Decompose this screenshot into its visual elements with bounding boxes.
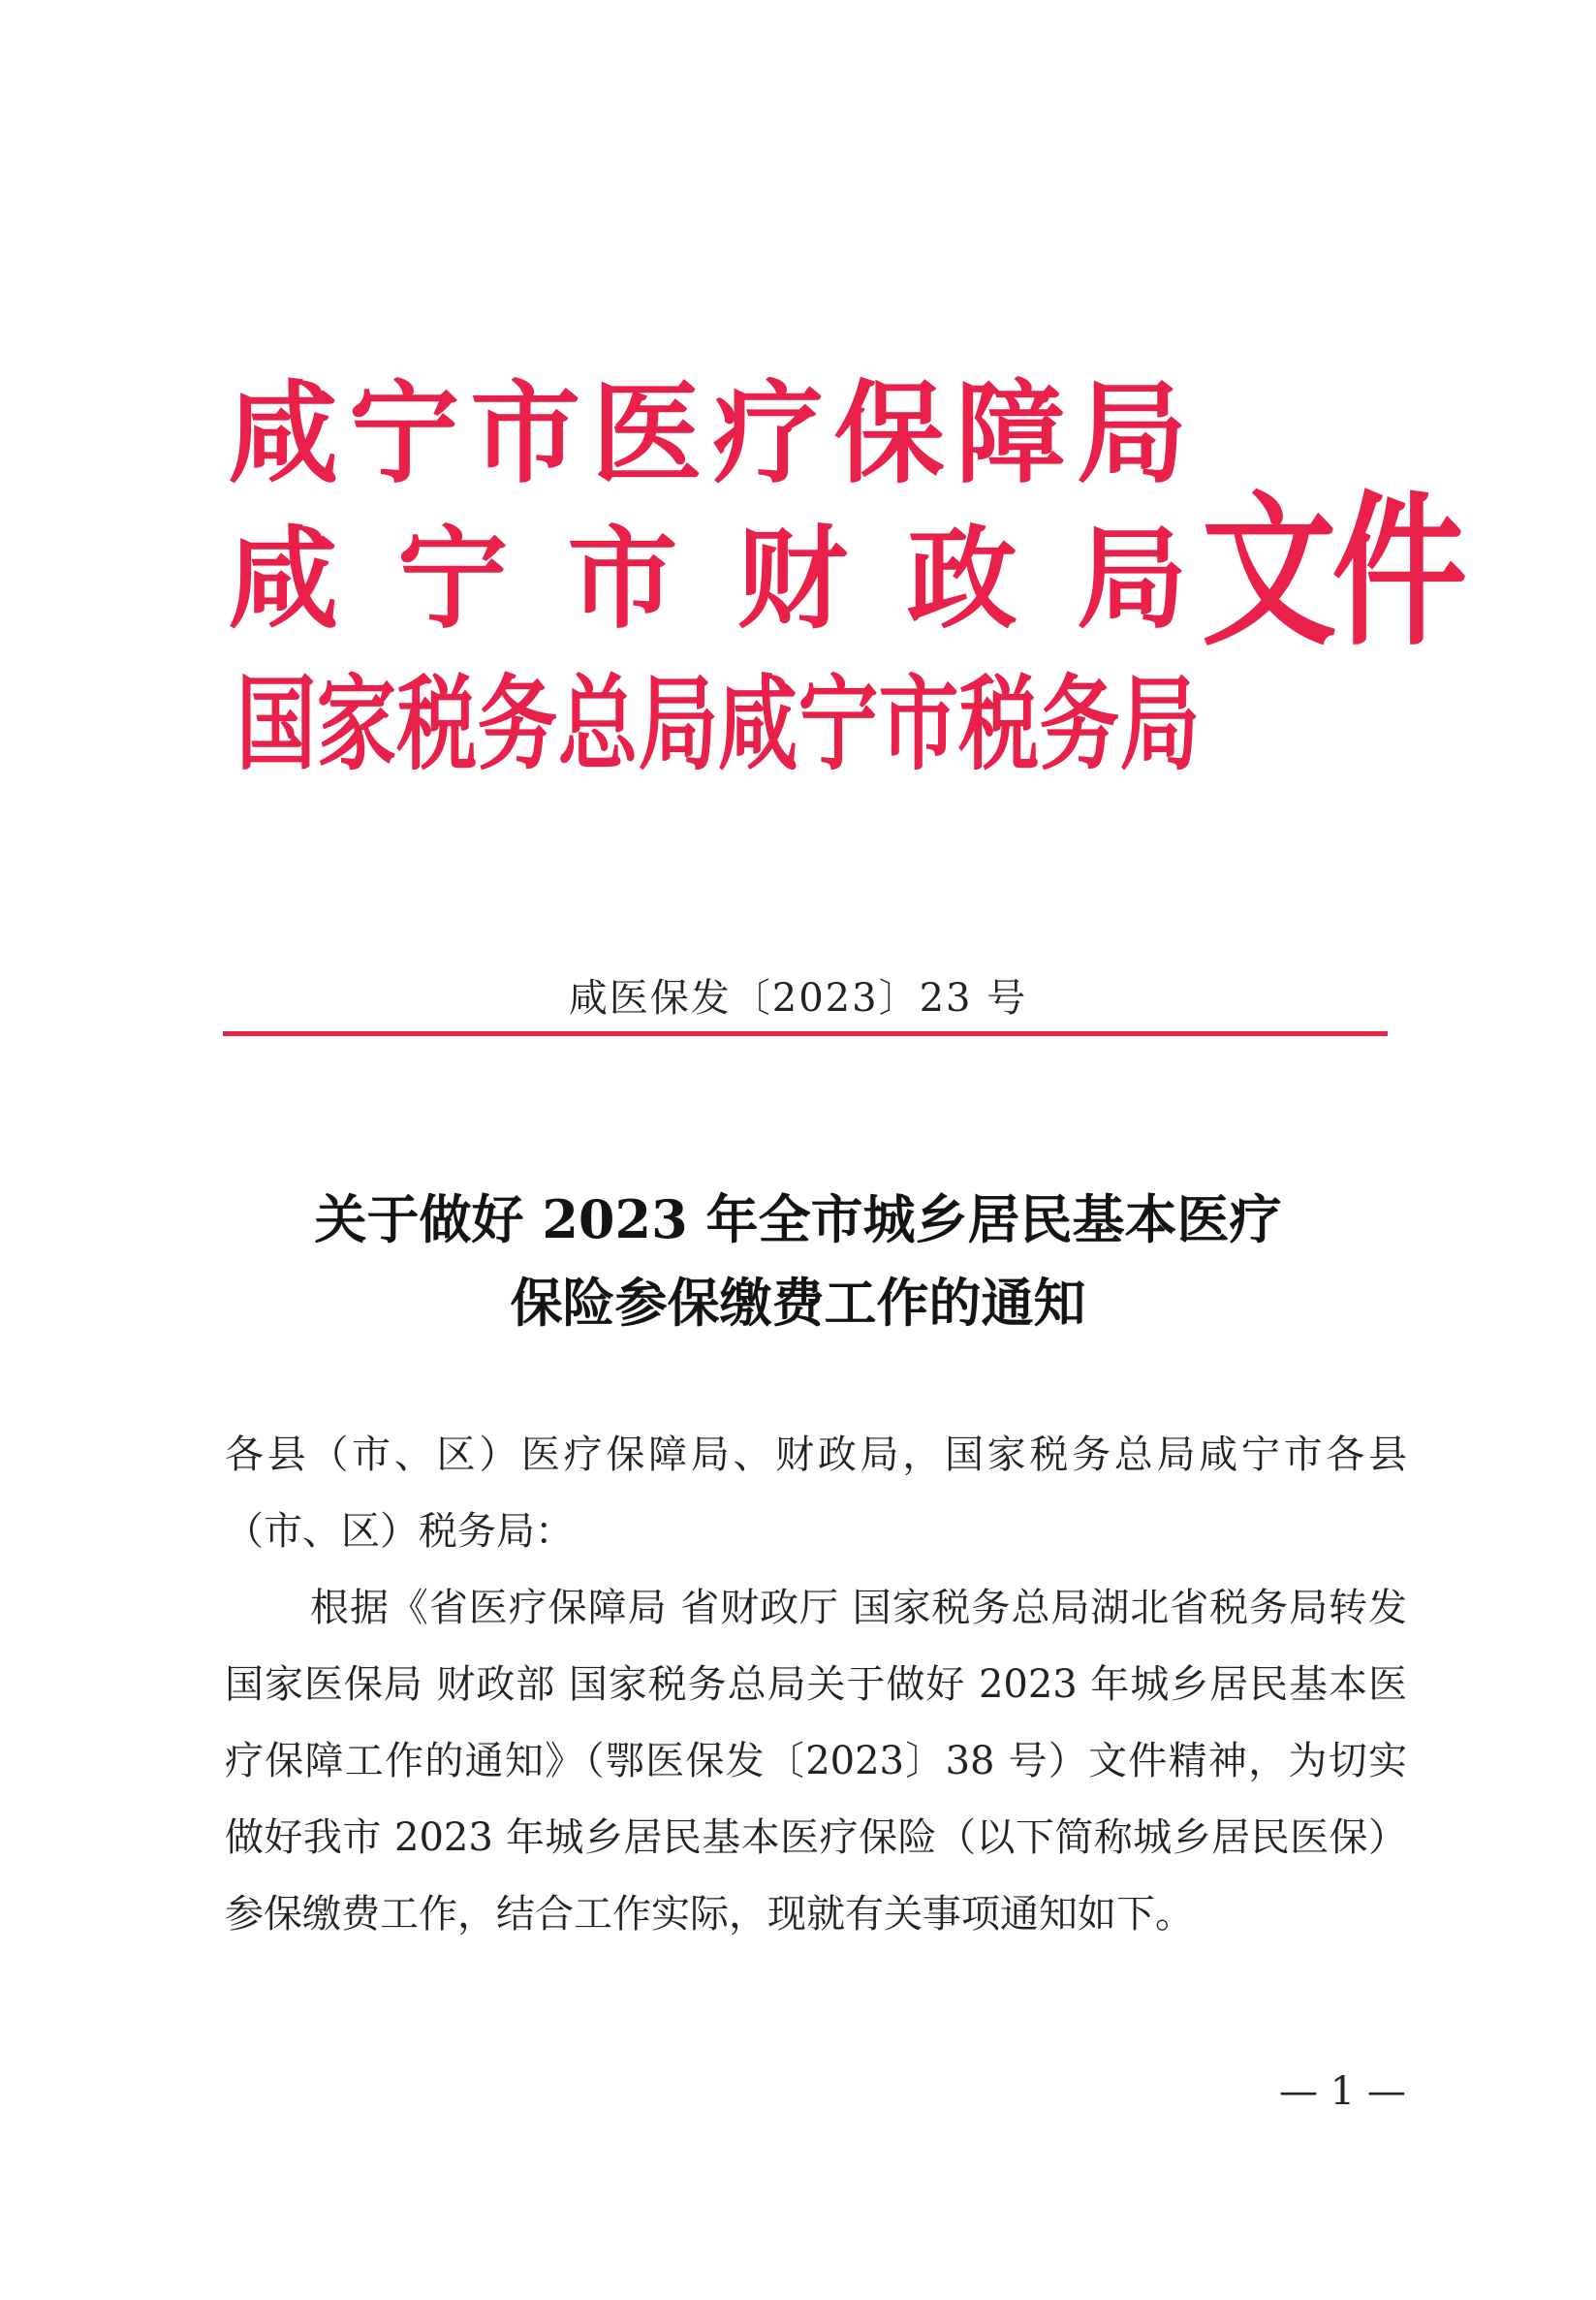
recipients: 各县（市、区）医疗保障局、财政局，国家税务总局咸宁市各县（市、区）税务局： — [225, 1433, 1407, 1554]
document-body — [225, 1417, 1407, 1953]
document-title — [0, 1178, 1596, 1344]
page-number: — 1 — — [1279, 2069, 1406, 2114]
issuer-tax-bureau: 国 家 税 务 总 局 咸 宁 市 税 务 局 — [235, 663, 1201, 784]
body-paragraph: 根据《省医疗保障局 省财政厅 国家税务总局湖北省税务局转发国家医保局 财政部 国家税务总局关于做好 2023 年城乡居民基本医疗保障工作的通知》（鄂医保发〔2023〕38 号）文件精神，为切实做好我市 2023 年城乡居民基本医疗保险（以下简称城乡居民医保）参保缴费工作，结合工作实际，现就有关事项通知如下。 — [225, 1586, 1407, 1937]
issuer-block — [228, 361, 1201, 797]
title-line-2: 保险参保缴费工作的通知 — [510, 1272, 1086, 1334]
title-line-1: 关于做好 2023 年全市城乡居民基本医疗 — [314, 1188, 1282, 1250]
issuer-finance-bureau: 咸 宁 市 财 政 局 — [228, 514, 1187, 644]
letterhead-suffix: 文件 — [1202, 475, 1462, 669]
document-number: 咸医保发〔2023〕23 号 — [568, 976, 1028, 1021]
red-divider — [223, 1031, 1388, 1036]
issuer-medical-security-bureau: 咸 宁 市 医 疗 保 障 局 — [228, 368, 1187, 498]
